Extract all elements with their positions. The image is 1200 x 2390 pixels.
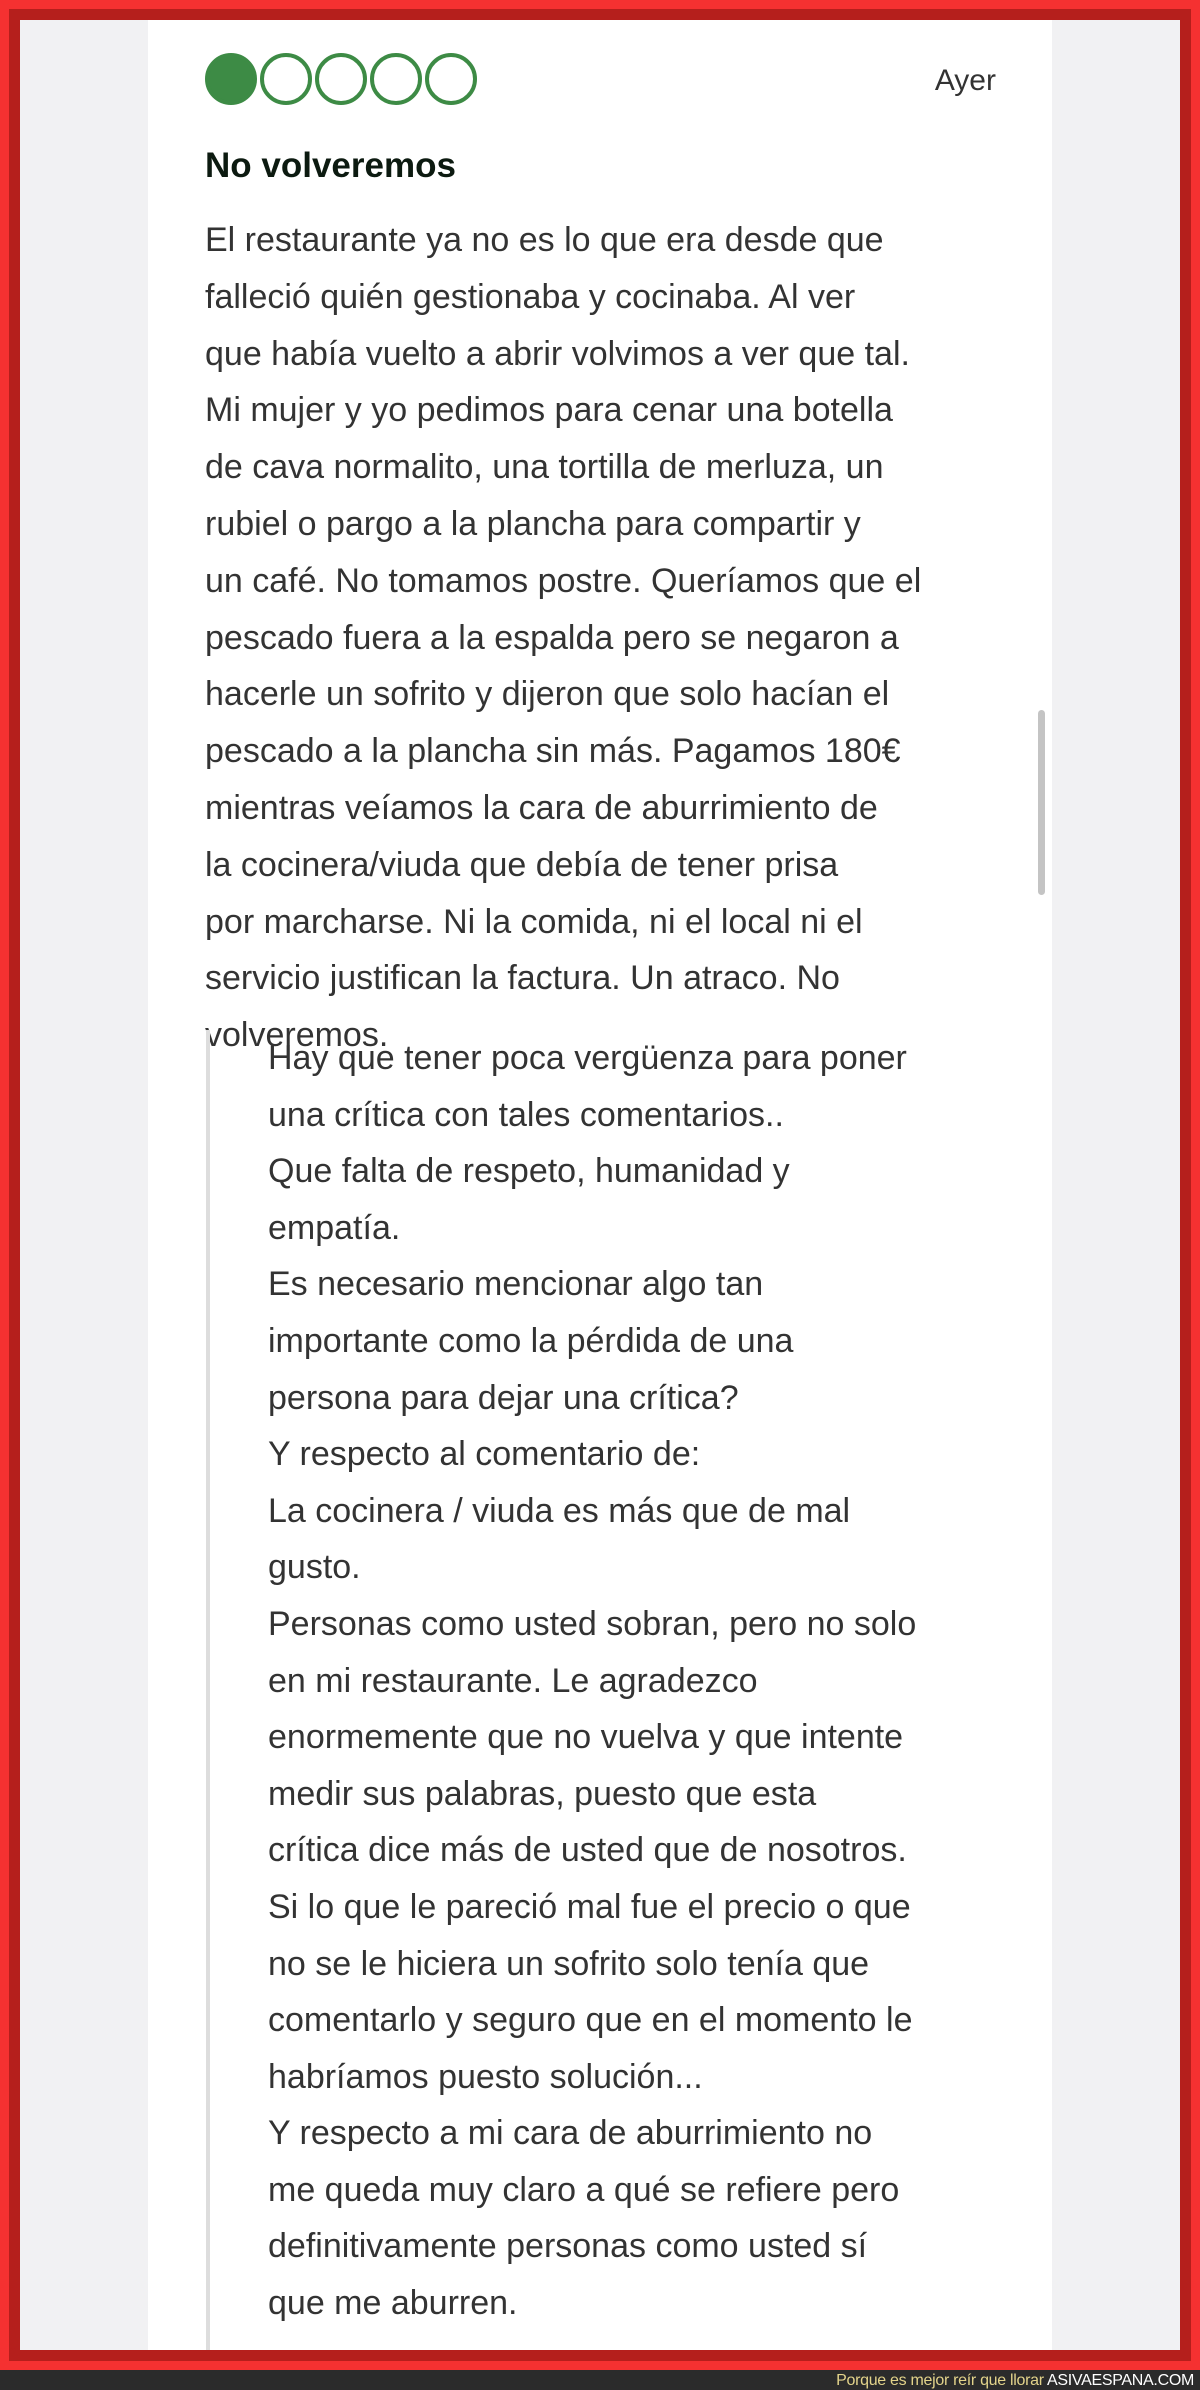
- text-line: Si lo que le pareció mal fue el precio o que: [268, 1887, 911, 1926]
- text-line: importante como la pérdida de una: [268, 1321, 794, 1360]
- text-line: rubiel o pargo a la plancha para compartir y: [205, 504, 861, 543]
- empty-bubble-icon: [425, 53, 477, 105]
- text-line: La cocinera / viuda es más que de mal: [268, 1491, 851, 1530]
- empty-bubble-icon: [260, 53, 312, 105]
- text-line: mientras veíamos la cara de aburrimiento de: [205, 788, 878, 827]
- screenshot-area: [20, 20, 1180, 2350]
- text-line: El restaurante ya no es lo que era desde que: [205, 221, 884, 259]
- bubble-rating: [205, 53, 477, 105]
- text-line: Y respecto al comentario de:: [268, 1435, 701, 1474]
- text-line: comentarlo y seguro que en el momento le: [268, 2001, 913, 2040]
- text-line: pescado a la plancha sin más. Pagamos 180€: [205, 732, 901, 771]
- text-line: servicio justifican la factura. Un atraco. No: [205, 959, 840, 998]
- text-line: empatía.: [268, 1208, 401, 1247]
- footer-site[interactable]: ASIVAESPANA.COM: [1047, 2372, 1194, 2389]
- text-line: habríamos puesto solución...: [268, 2057, 703, 2096]
- empty-bubble-icon: [315, 53, 367, 105]
- text-line: Mi mujer y yo pedimos para cenar una botella: [205, 391, 893, 430]
- text-line: falleció quién gestionaba y cocinaba. Al ver: [205, 277, 856, 316]
- review-title: No volveremos: [205, 146, 456, 185]
- text-line: que había vuelto a abrir volvimos a ver que tal.: [205, 334, 910, 373]
- text-line: por marcharse. Ni la comida, ni el local ni el: [205, 902, 863, 941]
- text-line: hacerle un sofrito y dijeron que solo hacían el: [205, 675, 890, 714]
- text-line: de cava normalito, una tortilla de merluza, un: [205, 448, 884, 487]
- watermark-footer: [836, 2372, 1194, 2390]
- text-line: me queda muy claro a qué se refiere pero: [268, 2170, 900, 2209]
- text-line: un café. No tomamos postre. Queríamos que el: [205, 561, 922, 600]
- review-body: [205, 212, 921, 1064]
- text-line: Personas como usted sobran, pero no solo: [268, 1604, 917, 1643]
- text-line: Que falta de respeto, humanidad y: [268, 1152, 790, 1191]
- review-card: [148, 20, 1052, 2350]
- text-line: una crítica con tales comentarios..: [268, 1095, 784, 1134]
- text-line: definitivamente personas como usted sí: [268, 2227, 868, 2266]
- text-line: crítica dice más de usted que de nosotros.: [268, 1831, 907, 1870]
- text-line: Y respecto a mi cara de aburrimiento no: [268, 2114, 873, 2153]
- text-line: que me aburren.: [268, 2284, 518, 2323]
- text-line: en mi restaurante. Le agradezco: [268, 1661, 758, 1700]
- text-line: Es necesario mencionar algo tan: [268, 1265, 764, 1304]
- text-line: Hay que tener poca vergüenza para poner: [268, 1039, 907, 1077]
- scrollbar[interactable]: [1038, 710, 1045, 895]
- text-line: volveremos.: [205, 1016, 389, 1055]
- text-line: la cocinera/viuda que debía de tener prisa: [205, 845, 839, 884]
- text-line: gusto.: [268, 1548, 361, 1587]
- owner-reply: [206, 1030, 916, 2350]
- text-line: enormemente que no vuelva y que intente: [268, 1718, 904, 1757]
- text-line: pescado fuera a la espalda pero se negaron a: [205, 618, 899, 657]
- text-line: no se le hiciera un sofrito solo tenía que: [268, 1944, 870, 1983]
- text-line: persona para dejar una crítica?: [268, 1378, 739, 1417]
- text-line: medir sus palabras, puesto que esta: [268, 1774, 817, 1813]
- filled-bubble-icon: [205, 53, 257, 105]
- empty-bubble-icon: [370, 53, 422, 105]
- footer-slogan: Porque es mejor reír que llorar: [836, 2372, 1044, 2389]
- review-date: Ayer: [934, 64, 996, 97]
